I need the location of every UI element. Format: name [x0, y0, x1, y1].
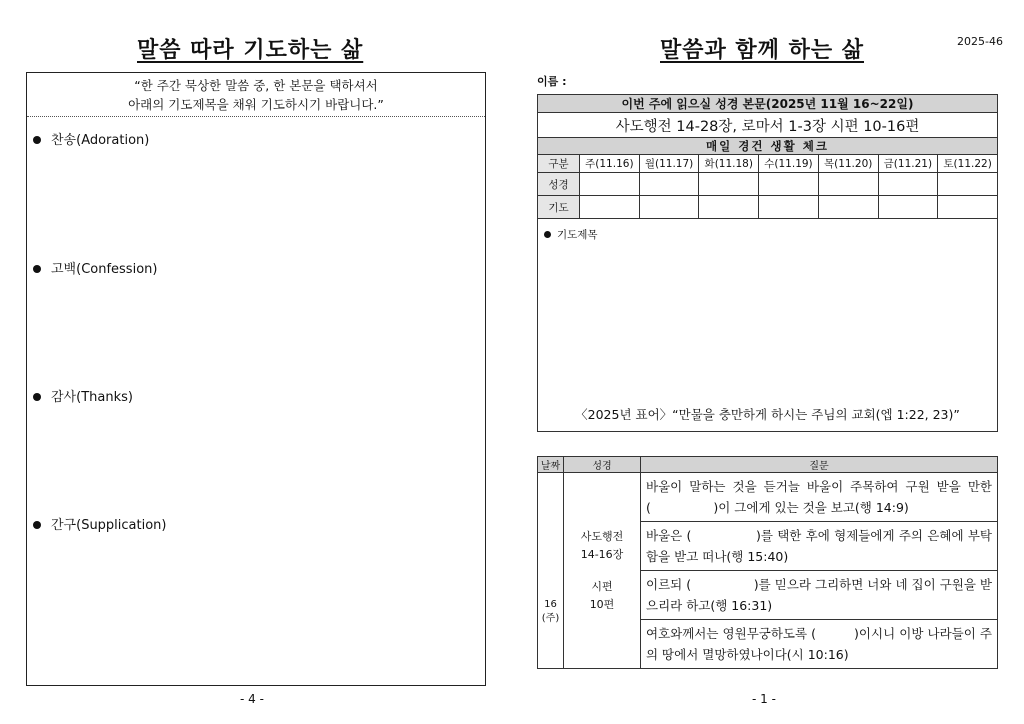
prayer-item-confession	[33, 258, 157, 277]
day-mon: 월(11.17)	[639, 155, 699, 173]
date-number: 16	[544, 598, 557, 610]
prayer-item-label: 고백(Confession)	[51, 262, 158, 277]
check-cell[interactable]	[938, 196, 998, 219]
weekly-reading-table	[537, 94, 998, 432]
bullet-icon	[33, 265, 41, 273]
scripture-chapters-1: 14-16장	[580, 547, 624, 561]
daily-check-header: 매일 경건 생활 체크	[538, 138, 998, 155]
check-cell[interactable]	[639, 173, 699, 196]
check-cell[interactable]	[580, 173, 640, 196]
reading-header: 이번 주에 읽으실 성경 본문(2025년 11월 16~22일)	[538, 95, 998, 113]
day-fri: 금(11.21)	[878, 155, 938, 173]
scripture-cell	[564, 473, 641, 669]
instruction-line-2: 아래의 기도제목을 채워 기도하시기 바랍니다.”	[128, 97, 384, 112]
day-tue: 화(11.18)	[699, 155, 759, 173]
check-cell[interactable]	[878, 173, 938, 196]
check-cell[interactable]	[759, 196, 819, 219]
col-header-date: 날짜	[538, 457, 564, 473]
prayer-item-thanks	[33, 386, 133, 405]
prayer-item-label: 찬송(Adoration)	[51, 133, 150, 148]
question-table	[537, 456, 998, 669]
reading-passage: 사도행전 14-28장, 로마서 1-3장 시편 10-16편	[538, 113, 998, 138]
name-label: 이름 :	[537, 75, 567, 88]
prayer-sheet-box	[26, 72, 486, 686]
left-page-number: - 4 -	[240, 692, 264, 706]
bullet-icon	[33, 136, 41, 144]
check-cell[interactable]	[818, 173, 878, 196]
prayer-topic-box[interactable]	[538, 219, 998, 432]
check-cell[interactable]	[639, 196, 699, 219]
day-sat: 토(11.22)	[938, 155, 998, 173]
prayer-item-label: 간구(Supplication)	[51, 518, 167, 533]
year-motto: 〈2025년 표어〉“만물을 충만하게 하시는 주님의 교회(엡 1:22, 23)”	[575, 407, 960, 422]
left-page-title: 말씀 따라 기도하는 삶	[137, 38, 364, 63]
scripture-book-1: 사도행전	[580, 529, 624, 543]
scripture-chapters-2: 10편	[589, 597, 615, 611]
bullet-icon	[544, 231, 551, 238]
document-number: 2025-46	[957, 35, 1003, 48]
check-cell[interactable]	[699, 196, 759, 219]
bullet-icon	[33, 521, 41, 529]
prayer-item-label: 감사(Thanks)	[51, 390, 133, 405]
check-cell[interactable]	[878, 196, 938, 219]
category-label: 구분	[538, 155, 580, 173]
question-3: 이르되 ( )를 믿으라 그리하면 너와 네 집이 구원을 받으리라 하고(행 16:31)	[641, 571, 998, 620]
day-thu: 목(11.20)	[818, 155, 878, 173]
date-cell	[538, 473, 564, 669]
right-page-number: - 1 -	[752, 692, 776, 706]
col-header-question: 질문	[641, 457, 998, 473]
prayer-item-supplication	[33, 514, 167, 533]
prayer-instructions	[27, 73, 485, 117]
scripture-book-2: 시편	[591, 579, 613, 593]
prayer-topic-label: 기도제목	[544, 227, 598, 242]
instruction-line-1: “한 주간 묵상한 말씀 중, 한 본문을 택하셔서	[134, 78, 378, 93]
question-2: 바울은 ( )를 택한 후에 형제들에게 주의 은혜에 부탁함을 받고 떠나(행 15:40)	[641, 522, 998, 571]
prayer-item-adoration	[33, 129, 149, 148]
question-1: 바울이 말하는 것을 듣거늘 바울이 주목하여 구원 받을 만한 ( )이 그에게 있는 것을 보고(행 14:9)	[641, 473, 998, 522]
check-cell[interactable]	[818, 196, 878, 219]
check-cell[interactable]	[699, 173, 759, 196]
bullet-icon	[33, 393, 41, 401]
right-page-title: 말씀과 함께 하는 삶	[660, 38, 864, 63]
row-label-bible: 성경	[538, 173, 580, 196]
check-cell[interactable]	[759, 173, 819, 196]
row-label-prayer: 기도	[538, 196, 580, 219]
check-cell[interactable]	[580, 196, 640, 219]
question-4: 여호와께서는 영원무궁하도록 ( )이시니 이방 나라들이 주의 땅에서 멸망하였나이다(시 10:16)	[641, 620, 998, 669]
date-day: (주)	[541, 612, 560, 624]
col-header-bible: 성경	[564, 457, 641, 473]
day-sun: 주(11.16)	[580, 155, 640, 173]
day-wed: 수(11.19)	[759, 155, 819, 173]
check-cell[interactable]	[938, 173, 998, 196]
